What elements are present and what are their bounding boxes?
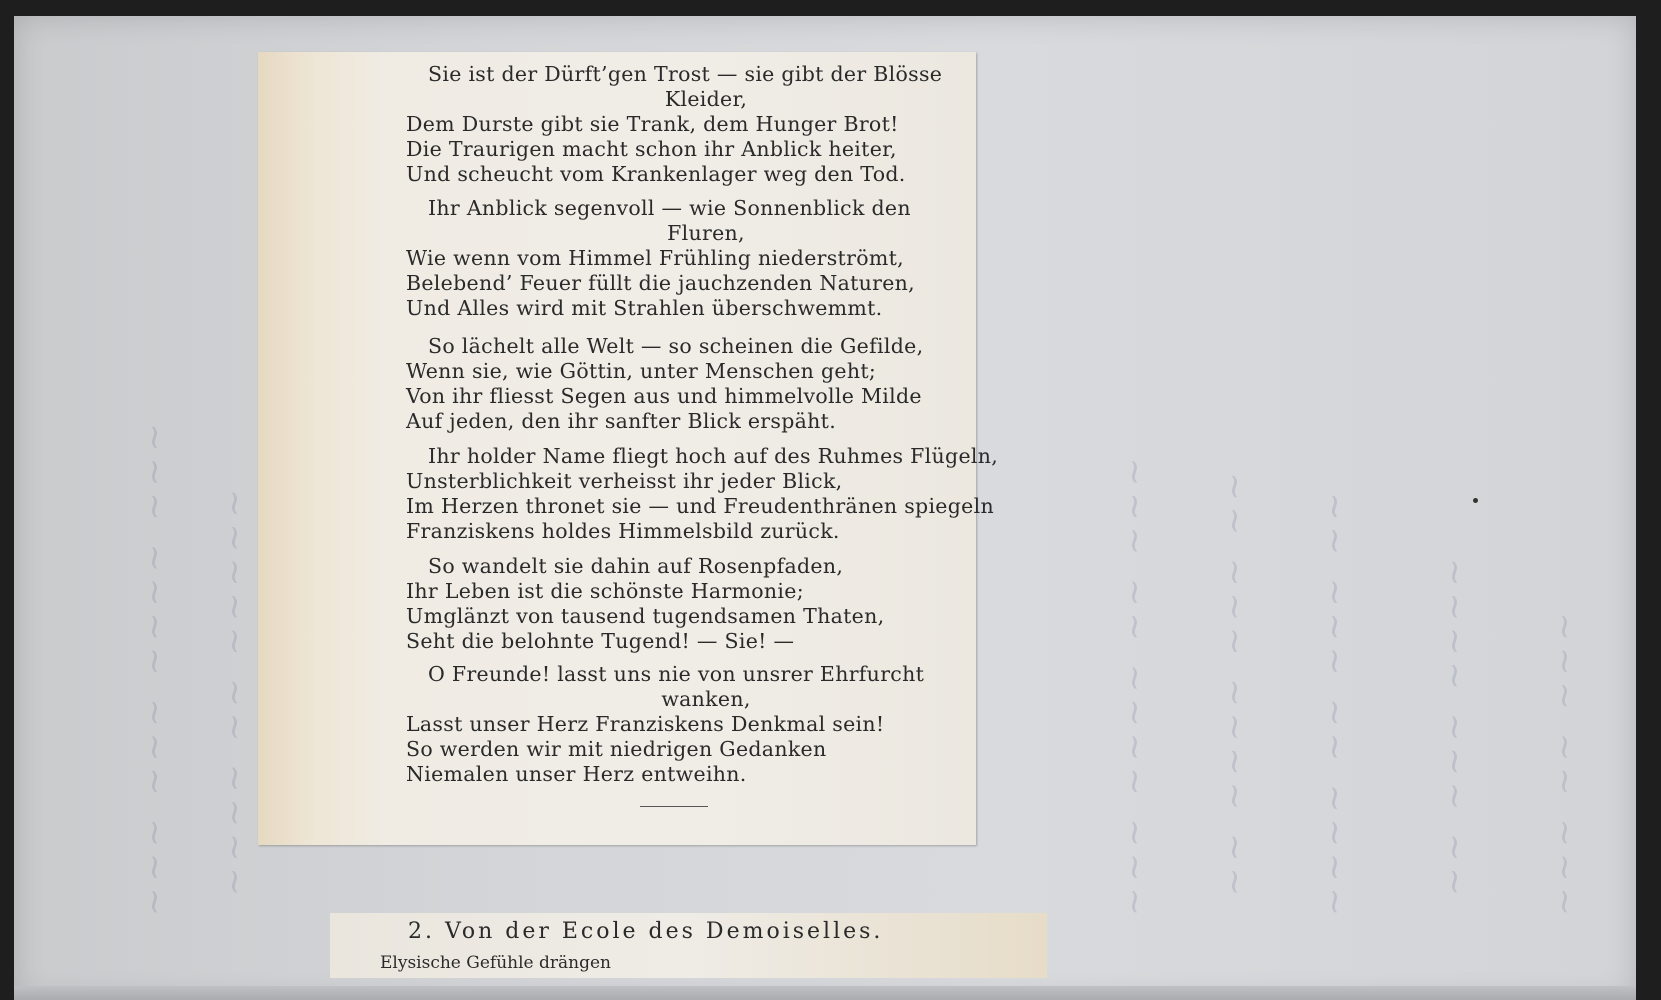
stanza [406,334,946,434]
poem-line: So werden wir mit niedrigen Gedanken [406,737,827,761]
poem-line: Im Herzen thronet sie — und Freudenthränen spiegeln [406,494,994,518]
poem-line: Die Traurigen macht schon ihr Anblick heiter, [406,137,897,161]
poem-line: Auf jeden, den ihr sanfter Blick erspäht. [406,409,837,433]
poem-line: wanken, [661,687,751,711]
stanza [406,196,946,321]
poem-line: Unsterblichkeit verheisst ihr jeder Blick, [406,469,843,493]
poem-line: Ihr Leben ist die schönste Harmonie; [406,579,804,603]
poem-line: Niemalen unser Herz entweihn. [406,762,747,786]
faint-handwriting-bleedthrough: ~~~~ ~~ ~~~~~ [214,483,254,896]
poem-clipping [258,52,999,845]
ink-dot [1473,498,1478,503]
poem-line: O Freunde! lasst uns nie von unsrer Ehrfurcht [428,662,925,686]
end-rule [640,806,708,807]
poem-line: Wenn sie, wie Göttin, unter Menschen geht; [406,359,877,383]
faint-handwriting-bleedthrough: ~~~ ~~~~ ~~ ~~~ [1114,451,1154,916]
page-edge [14,986,1636,1000]
faint-handwriting-bleedthrough: ~~~ ~~~ ~~~~ ~~~ [134,417,174,916]
poem-line: Und Alles wird mit Strahlen überschwemmt. [406,296,883,320]
second-clipping [330,913,1047,978]
stanza [406,554,946,654]
poem-line: Lasst unser Herz Franziskens Denkmal sein! [406,712,885,736]
poem-line: Von ihr fliesst Segen aus und himmelvolle Milde [406,384,922,408]
poem-line: Seht die belohnte Tugend! — Sie! — [406,629,795,653]
poem-line: Belebend’ Feuer füllt die jauchzenden Naturen, [406,271,915,295]
faint-handwriting-bleedthrough: ~~~~ ~~ ~~~ ~~ [1314,486,1354,916]
poem-line: Sie ist der Dürft’gen Trost — sie gibt der Blösse [428,62,943,86]
poem-line: Fluren, [667,221,745,245]
stanza [406,444,999,544]
stanza [406,662,946,787]
poem-line: Wie wenn vom Himmel Frühling niederströmt, [406,246,904,270]
poem-line: Umglänzt von tausend tugendsamen Thaten, [406,604,885,628]
first-line: Elysische Gefühle drängen [380,953,611,973]
poem-line: Ihr Anblick segenvoll — wie Sonnenblick den [428,196,911,220]
faint-handwriting-bleedthrough: ~~ ~~~ ~~~~ [1434,551,1474,896]
poem-line: So wandelt sie dahin auf Rosenpfaden, [428,554,844,578]
poem-line: Franziskens holdes Himmelsbild zurück. [406,519,840,543]
faint-handwriting-bleedthrough: ~~ ~~~~ ~~~ ~~ [1214,466,1254,896]
poem-line: Kleider, [664,87,748,111]
faint-handwriting-bleedthrough: ~~~ ~~ ~~~ [1544,606,1584,916]
section-title: 2. Von der Ecole des Demoiselles. [408,919,884,944]
poem-line: Dem Durste gibt sie Trank, dem Hunger Brot! [406,112,899,136]
poem-line: Und scheucht vom Krankenlager weg den Tod. [406,162,906,186]
poem-line: So lächelt alle Welt — so scheinen die Gefilde, [428,334,924,358]
stanza [406,62,946,187]
poem-line: Ihr holder Name fliegt hoch auf des Ruhmes Flügeln, [428,444,999,468]
